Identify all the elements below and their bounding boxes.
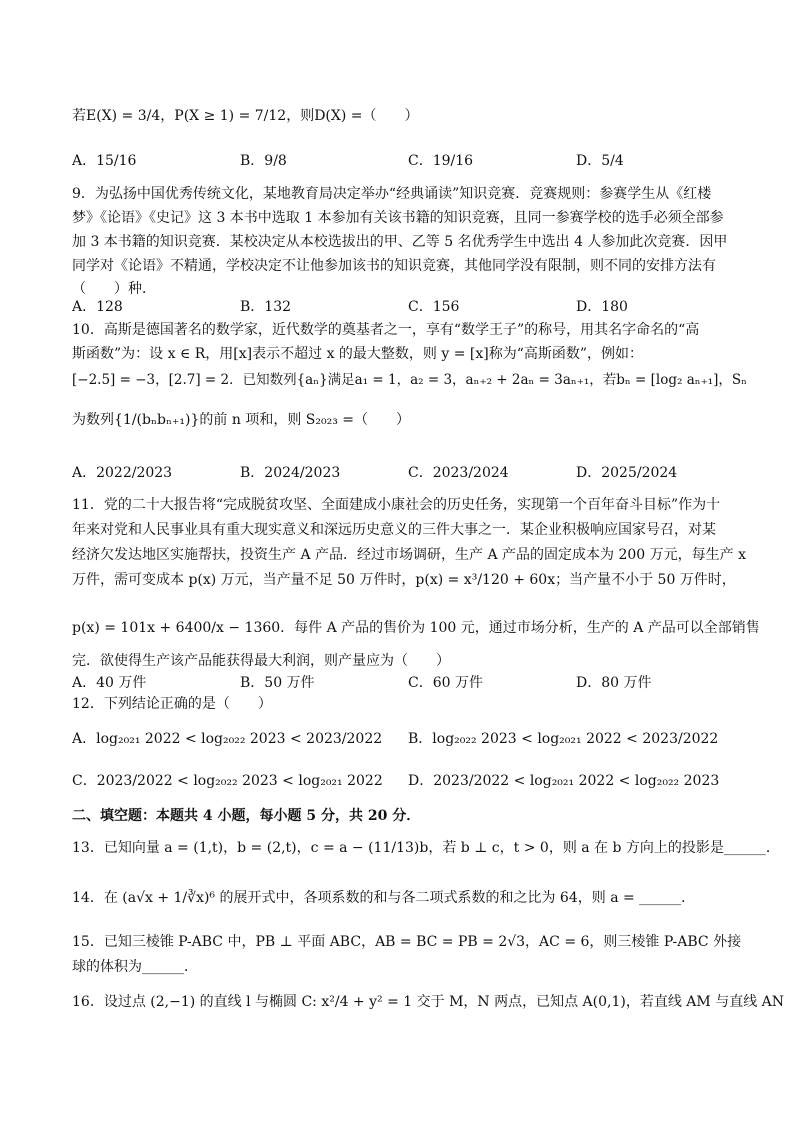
q10-option-b: B．2024/2023 [240, 465, 341, 481]
q11-line-5: p(x) = 101x + 6400/x − 1360．每件 A 产品的售价为 100 元，通过市场分析，生产的 A 产品可以全部销售 [72, 620, 760, 636]
q8-option-d: D．5/4 [576, 153, 624, 169]
q12-option-b: B．log₂₀₂₂ 2023 < log₂₀₂₁ 2022 < 2023/2022 [408, 731, 719, 747]
q12-option-a: A．log₂₀₂₁ 2022 < log₂₀₂₂ 2023 < 2023/2022 [72, 731, 383, 747]
q11-line-6: 完．欲使得生产该产品能获得最大利润，则产量应为（ ） [72, 653, 450, 669]
q9-option-d: D．180 [576, 299, 628, 315]
q11-option-c: C．60 万件 [408, 675, 483, 691]
q11-line-3: 经济欠发达地区实施帮扶，投资生产 A 产品．经过市场调研，生产 A 产品的固定成本为 200 万元，每生产 x [72, 547, 746, 563]
q12-stem: 12．下列结论正确的是（ ） [72, 696, 272, 712]
q11-line-1: 11．党的二十大报告将“完成脱贫攻坚、全面建成小康社会的历史任务，实现第一个百年奋斗目标”作为十 [72, 497, 721, 513]
q9-line-5: （ ）种． [72, 281, 156, 297]
q15-line-2: 球的体积为______． [72, 959, 198, 975]
q9-option-b: B．132 [240, 299, 292, 315]
q8-option-b: B．9/8 [240, 153, 287, 169]
q9-line-1: 9．为弘扬中国优秀传统文化，某地教育局决定举办“经典诵读”知识竞赛．竞赛规则：参赛学生从《红楼 [72, 186, 712, 202]
q8-option-c: C．19/16 [408, 153, 474, 169]
q10-line-2: 斯函数”为：设 x ∈ R，用[x]表示不超过 x 的最大整数，则 y = [x]称为“高斯函数”，例如： [72, 346, 644, 362]
q11-option-b: B．50 万件 [240, 675, 315, 691]
q8-stem: 若E(X) = 3/4，P(X ≥ 1) = 7/12，则D(X) =（ ） [72, 108, 419, 124]
q8-option-a: A．15/16 [72, 153, 137, 169]
q10-line-3: [−2.5] = −3，[2.7] = 2．已知数列{aₙ}满足a₁ = 1，a₂ = 3，aₙ₊₂ + 2aₙ = 3aₙ₊₁，若bₙ = [log₂ aₙ₊₁]，Sₙ [72, 372, 747, 388]
q10-line-4: 为数列{1/(bₙbₙ₊₁)}的前 n 项和，则 S₂₀₂₃ =（ ） [72, 412, 410, 428]
q10-option-d: D．2025/2024 [576, 465, 678, 481]
section-heading: 二、填空题：本题共 4 小题，每小题 5 分，共 20 分． [72, 808, 421, 824]
q9-line-4: 同学对《论语》不精通，学校决定不让他参加该书的知识竞赛，其他同学没有限制，则不同的安排方法有 [72, 258, 716, 274]
q14-stem: 14．在 (a√x + 1/∛x)⁶ 的展开式中，各项系数的和与各二项式系数的和之比为 64，则 a = ______． [72, 890, 696, 906]
q16-stem: 16．设过点 (2,−1) 的直线 l 与椭圆 C: x²/4 + y² = 1 交于 M，N 两点，已知点 A(0,1)，若直线 AM 与直线 AN [72, 994, 785, 1010]
q12-option-c: C．2023/2022 < log₂₀₂₂ 2023 < log₂₀₂₁ 2022 [72, 773, 383, 789]
q11-option-a: A．40 万件 [72, 675, 147, 691]
q9-line-3: 加 3 本书籍的知识竞赛．某校决定从本校选拔出的甲、乙等 5 名优秀学生中选出 4 人参加此次竞赛．因甲 [72, 234, 728, 250]
q12-option-d: D．2023/2022 < log₂₀₂₁ 2022 < log₂₀₂₂ 2023 [408, 773, 720, 789]
q10-option-c: C．2023/2024 [408, 465, 509, 481]
q10-option-a: A．2022/2023 [72, 465, 173, 481]
q10-line-1: 10．高斯是德国著名的数学家，近代数学的奠基者之一，享有“数学王子”的称号，用其名字命名的“高 [72, 322, 700, 338]
q15-line-1: 15．已知三棱锥 P-ABC 中，PB ⊥ 平面 ABC，AB = BC = PB = 2√3，AC = 6，则三棱锥 P-ABC 外接 [72, 934, 742, 950]
q11-line-2: 年来对党和人民事业具有重大现实意义和深远历史意义的三件大事之一．某企业积极响应国家号召，对某 [72, 522, 716, 538]
q13-stem: 13．已知向量 a = (1,t)，b = (2,t)，c = a − (11/13)b，若 b ⊥ c，t > 0，则 a 在 b 方向上的投影是______． [72, 840, 780, 856]
q11-line-4: 万件，需可变成本 p(x) 万元，当产量不足 50 万件时，p(x) = x³/120 + 60x；当产量不小于 50 万件时， [72, 572, 736, 588]
q9-option-a: A．128 [72, 299, 123, 315]
q9-option-c: C．156 [408, 299, 460, 315]
q9-line-2: 梦》《论语》《史记》这 3 本书中选取 1 本参加有关该书籍的知识竞赛，且同一参赛学校的选手必须全部参 [72, 210, 724, 226]
q11-option-d: D．80 万件 [576, 675, 652, 691]
